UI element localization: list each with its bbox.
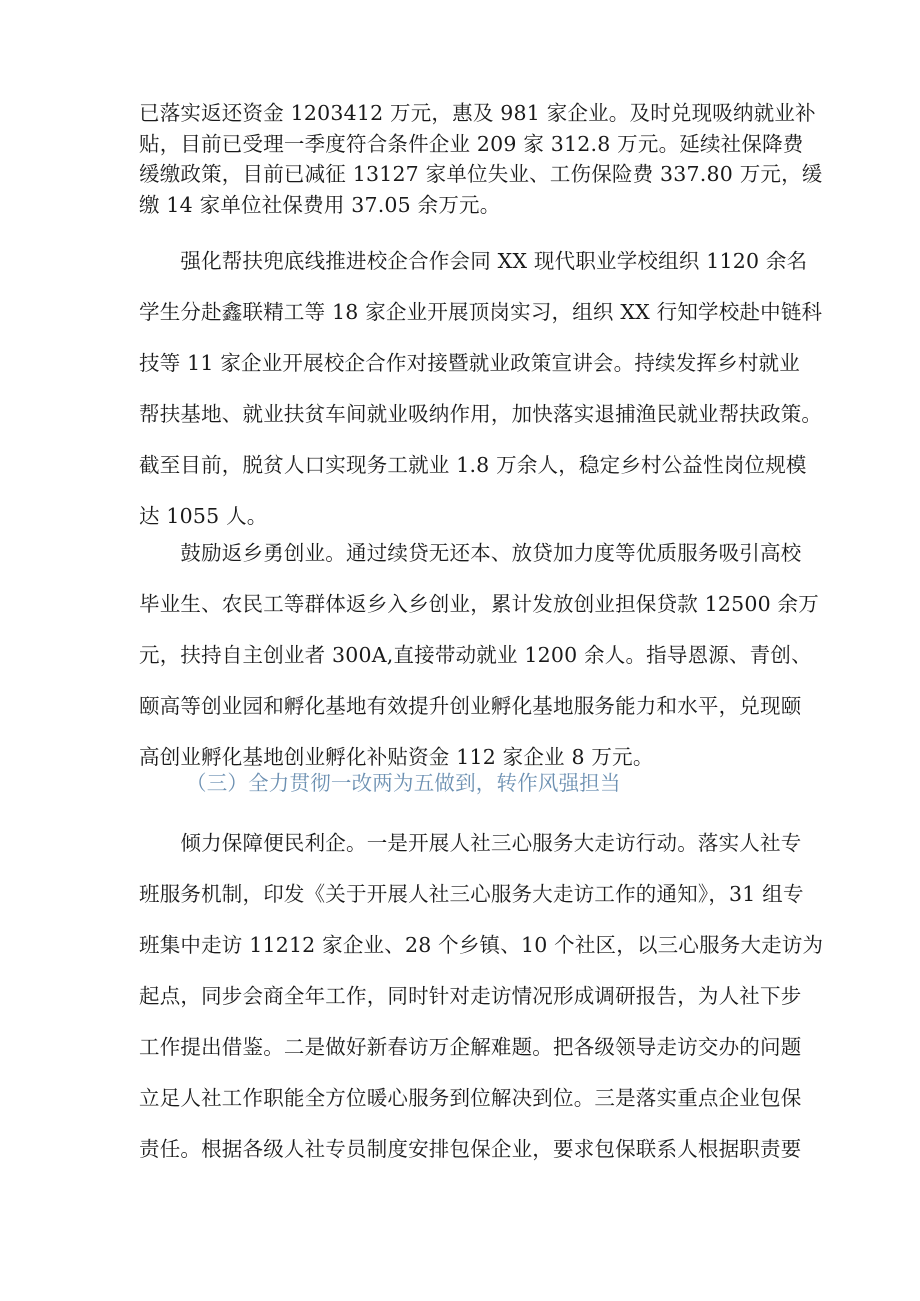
text-line: 倾力保障便民利企。一是开展人社三心服务大走访行动。落实人社专	[139, 831, 802, 855]
paragraph-policy-subsidies	[139, 98, 823, 220]
text-line: 鼓励返乡勇创业。通过续贷无还本、放贷加力度等优质服务吸引高校	[139, 541, 802, 565]
text-line: 已落实返还资金 1203412 万元，惠及 981 家企业。及时兑现吸纳就业补	[139, 101, 816, 125]
paragraph-entrepreneurship	[139, 528, 819, 783]
text-line: 帮扶基地、就业扶贫车间就业吸纳作用，加快落实退捕渔民就业帮扶政策。	[139, 402, 823, 426]
text-line: 班集中走访 11212 家企业、28 个乡镇、10 个社区，以三心服务大走访为	[139, 933, 824, 957]
paragraph-school-enterprise-cooperation	[139, 236, 823, 542]
text-line: 缓缴政策，目前已减征 13127 家单位失业、工伤保险费 337.80 万元，缓	[139, 162, 823, 186]
text-line: 贴，目前已受理一季度符合条件企业 209 家 312.8 万元。延续社保降费	[139, 131, 804, 156]
text-line: 缴 14 家单位社保费用 37.05 余万元。	[139, 192, 501, 217]
text-line: 班服务机制，印发《关于开展人社三心服务大走访工作的通知》，31 组专	[139, 882, 804, 906]
text-line: 高创业孵化基地创业孵化补贴资金 112 家企业 8 万元。	[139, 745, 654, 769]
paragraph-service-visits	[139, 818, 824, 1175]
section-heading: （三）全力贯彻一改两为五做到，转作风强担当	[186, 771, 621, 795]
text-line: 强化帮扶兜底线推进校企合作会同 XX 现代职业学校组织 1120 余名	[139, 249, 808, 273]
text-line: 毕业生、农民工等群体返乡入乡创业，累计发放创业担保贷款 12500 余万	[139, 592, 819, 616]
text-line: 颐高等创业园和孵化基地有效提升创业孵化基地服务能力和水平，兑现颐	[139, 694, 802, 718]
text-line: 元，扶持自主创业者 300A,直接带动就业 1200 余人。指导恩源、青创、	[139, 643, 812, 667]
text-line: 责任。根据各级人社专员制度安排包保企业，要求包保联系人根据职责要	[139, 1137, 802, 1161]
text-line: 达 1055 人。	[139, 504, 268, 528]
text-line: 技等 11 家企业开展校企合作对接暨就业政策宣讲会。持续发挥乡村就业	[139, 351, 800, 375]
text-line: 截至目前，脱贫人口实现务工就业 1.8 万余人，稳定乡村公益性岗位规模	[139, 453, 807, 477]
text-line: 学生分赴鑫联精工等 18 家企业开展顶岗实习，组织 XX 行知学校赴中链科	[139, 300, 823, 324]
text-line: 立足人社工作职能全方位暖心服务到位解决到位。三是落实重点企业包保	[139, 1086, 802, 1110]
text-line: 起点，同步会商全年工作，同时针对走访情况形成调研报告，为人社下步	[139, 984, 802, 1008]
text-line: 工作提出借鉴。二是做好新春访万企解难题。把各级领导走访交办的问题	[139, 1035, 802, 1059]
